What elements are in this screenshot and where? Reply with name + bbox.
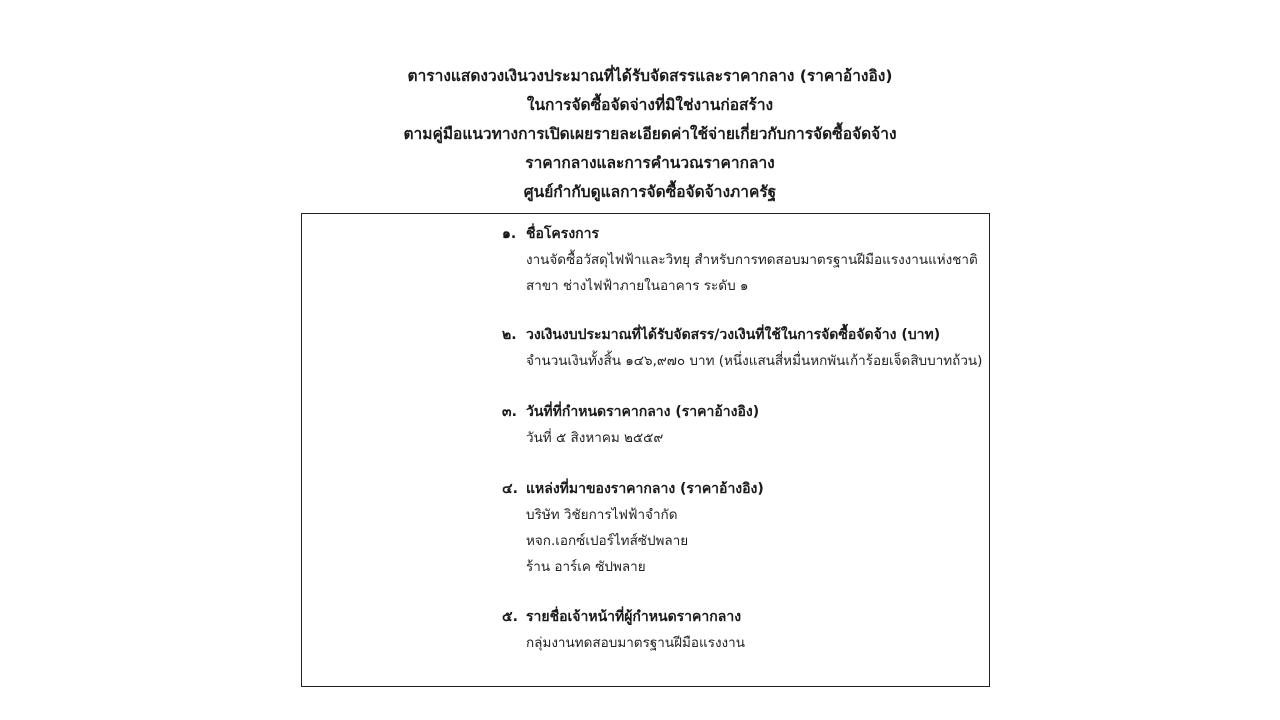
content-box (301, 213, 990, 687)
section-title: แหล่งที่มาของราคากลาง (ราคาอ้างอิง) (526, 481, 764, 497)
section-title: ชื่อโครงการ (526, 226, 600, 242)
section-text-line: บริษัท วิชัยการไฟฟ้าจำกัด (526, 507, 678, 523)
section-text-line: ร้าน อาร์เค ซัปพลาย (526, 559, 646, 575)
section-number: ๕. (502, 609, 518, 625)
section-text-line: หจก.เอกซ์เปอร์ไทส์ซัปพลาย (526, 533, 689, 549)
section-number: ๔. (502, 481, 518, 497)
section-heading (502, 322, 982, 348)
section-text-line: จำนวนเงินทั้งสิ้น ๑๔๖,๙๗๐ บาท (หนึ่งแสนสี่หมื่นหกพันเก้าร้อยเจ็ดสิบบาทถ้วน) (526, 353, 983, 369)
section-body (502, 630, 982, 656)
section-number: ๑. (502, 226, 517, 242)
section-text-line: กลุ่มงานทดสอบมาตรฐานฝีมือแรงงาน (526, 635, 745, 651)
section-text-line: วันที่ ๕ สิงหาคม ๒๕๕๙ (526, 430, 664, 446)
section-heading (502, 399, 982, 425)
section-price-sources (502, 476, 982, 580)
section-officials (502, 604, 982, 656)
section-heading (502, 604, 982, 630)
section-heading (502, 221, 982, 247)
header-title-line-5: ศูนย์กำกับดูแลการจัดซื้อจัดจ้างภาครัฐ (523, 183, 777, 201)
section-budget (502, 322, 982, 374)
section-body (502, 425, 982, 451)
section-project-name (502, 221, 982, 299)
header-title-line-1: ตารางแสดงวงเงินวงประมาณที่ได้รับจัดสรรและราคากลาง (ราคาอ้างอิง) (407, 67, 893, 85)
section-title: รายชื่อเจ้าหน้าที่ผู้กำหนดราคากลาง (526, 609, 742, 625)
section-number: ๒. (502, 327, 517, 343)
section-title: วันที่ที่กำหนดราคากลาง (ราคาอ้างอิง) (526, 404, 760, 420)
document-header (300, 62, 1000, 207)
section-heading (502, 476, 982, 502)
section-text-line: งานจัดซื้อวัสดุไฟฟ้าและวิทยุ สำหรับการทดสอบมาตรฐานฝีมือแรงงานแห่งชาติ (526, 252, 978, 268)
section-body (502, 348, 982, 374)
section-body (502, 502, 982, 580)
section-body (502, 247, 982, 299)
header-title-line-3: ตามคู่มือแนวทางการเปิดเผยรายละเอียดค่าใช้จ่ายเกี่ยวกับการจัดซื้อจัดจ้าง (403, 125, 897, 143)
section-title: วงเงินงบประมาณที่ได้รับจัดสรร/วงเงินที่ใช้ในการจัดซื้อจัดจ้าง (บาท) (526, 327, 941, 343)
header-title-line-2: ในการจัดซื้อจัดจ่างที่มิใช่งานก่อสร้าง (526, 96, 774, 114)
section-number: ๓. (502, 404, 517, 420)
header-title-line-4: ราคากลางและการคำนวณราคากลาง (525, 154, 775, 172)
section-price-date (502, 399, 982, 451)
section-text-line: สาขา ช่างไฟฟ้าภายในอาคาร ระดับ ๑ (526, 278, 749, 294)
